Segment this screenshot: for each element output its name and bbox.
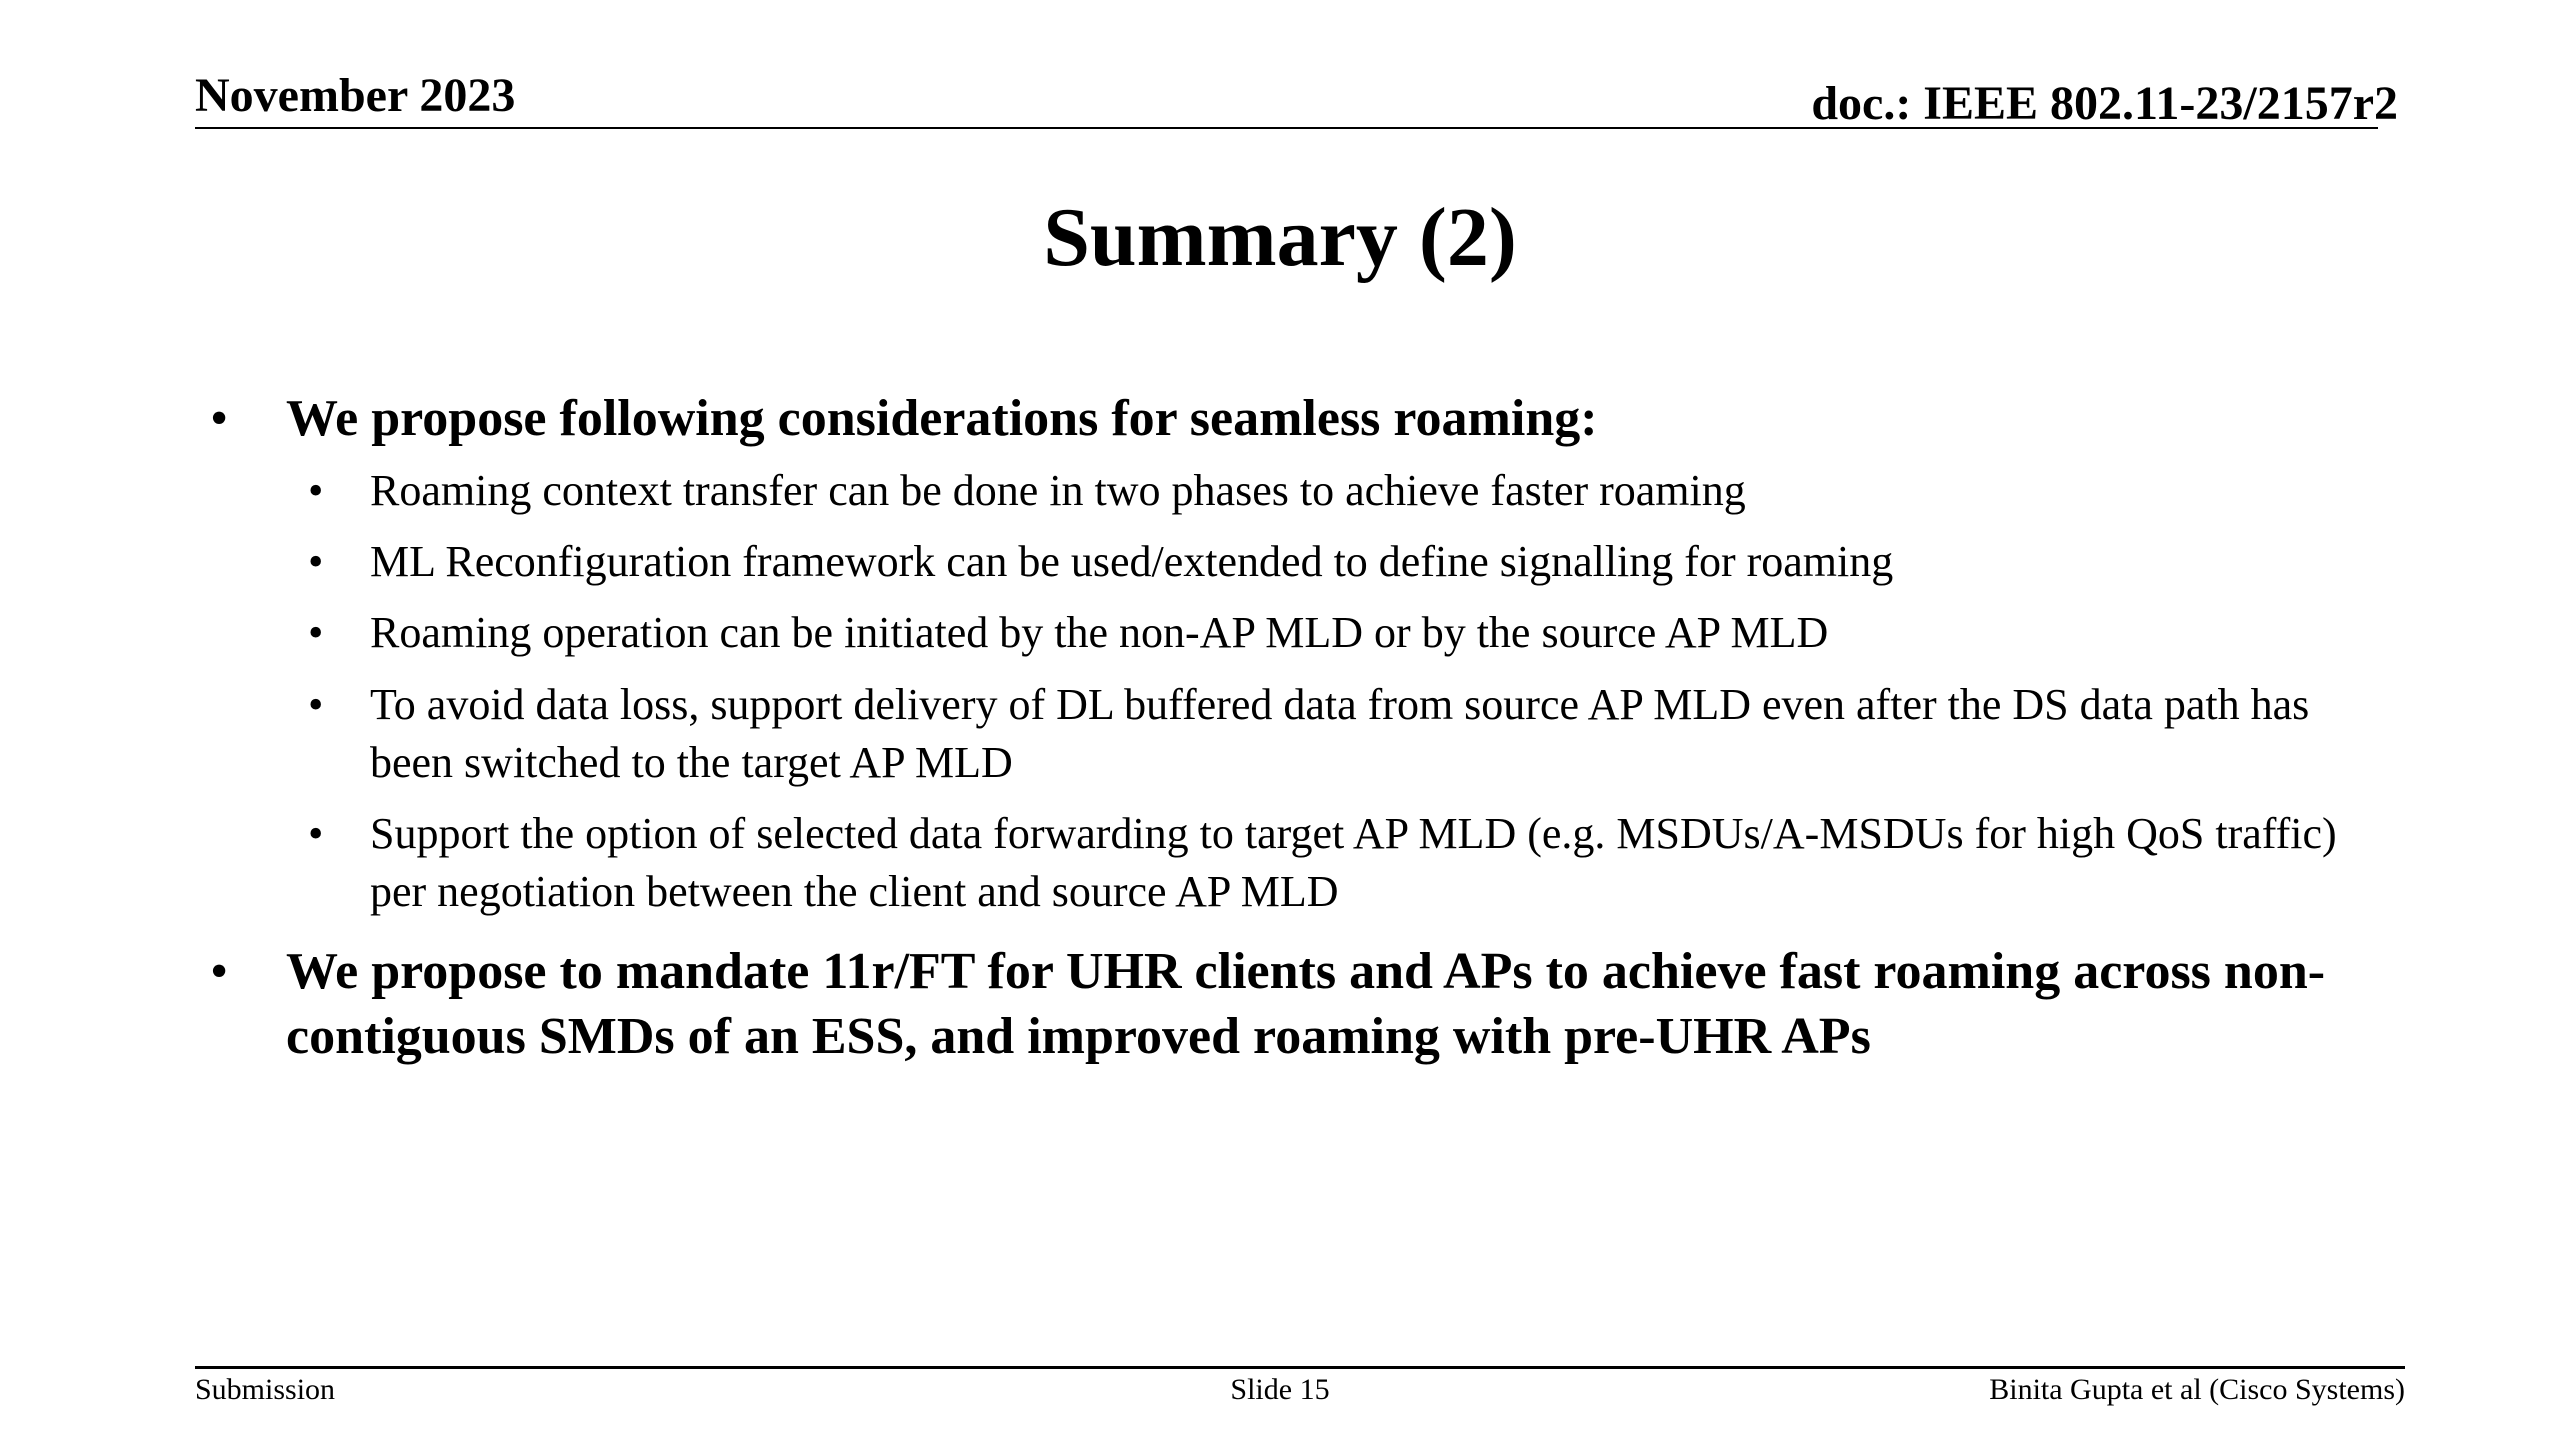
bullet-level2-5 (308, 805, 2380, 921)
bullet-text: Roaming operation can be initiated by the non-AP MLD or by the source AP MLD (370, 608, 1829, 657)
slide-title: Summary (2) (1043, 191, 1517, 284)
bullet-text: ML Reconfiguration framework can be used/extended to define signalling for roaming (370, 537, 1894, 586)
bullet-marker: • (210, 390, 229, 447)
bullet-marker: • (308, 809, 324, 858)
bullet-text: We propose to mandate 11r/FT for UHR clients and APs to achieve fast roaming across non-contiguous SMDs of an ESS, and improved roaming with pre-UHR APs (286, 943, 2326, 1065)
bullet-text: We propose following considerations for seamless roaming: (286, 390, 1598, 447)
bullet-marker: • (308, 537, 324, 586)
footer-divider (195, 1366, 2405, 1369)
bullet-marker: • (308, 466, 324, 515)
bullet-marker: • (308, 608, 324, 657)
bullet-text: To avoid data loss, support delivery of DL buffered data from source AP MLD even after the DS data path has been switched to the target AP MLD (370, 680, 2310, 787)
bullet-marker: • (210, 943, 229, 1000)
bullet-level2-2 (308, 533, 2380, 591)
bullet-level1-1 (210, 386, 2346, 451)
bullet-level1-2 (210, 939, 2346, 1069)
footer-slide-number: Slide 15 (1230, 1373, 1330, 1406)
bullet-level2-4 (308, 676, 2380, 792)
bullet-text: Support the option of selected data forwarding to target AP MLD (e.g. MSDUs/A-MSDUs for high QoS traffic) per negotiation between the client and source AP MLD (370, 809, 2337, 916)
footer-submission: Submission (195, 1373, 336, 1406)
header-date: November 2023 (195, 69, 516, 122)
bullet-level2-1 (308, 462, 2380, 520)
footer-author: Binita Gupta et al (Cisco Systems) (1989, 1373, 2405, 1406)
bullet-level2-3 (308, 604, 2380, 662)
bullet-marker: • (308, 680, 324, 729)
bullet-text: Roaming context transfer can be done in two phases to achieve faster roaming (370, 466, 1746, 515)
header-doc-id: doc.: IEEE 802.11-23/2157r2 (1811, 77, 2398, 130)
